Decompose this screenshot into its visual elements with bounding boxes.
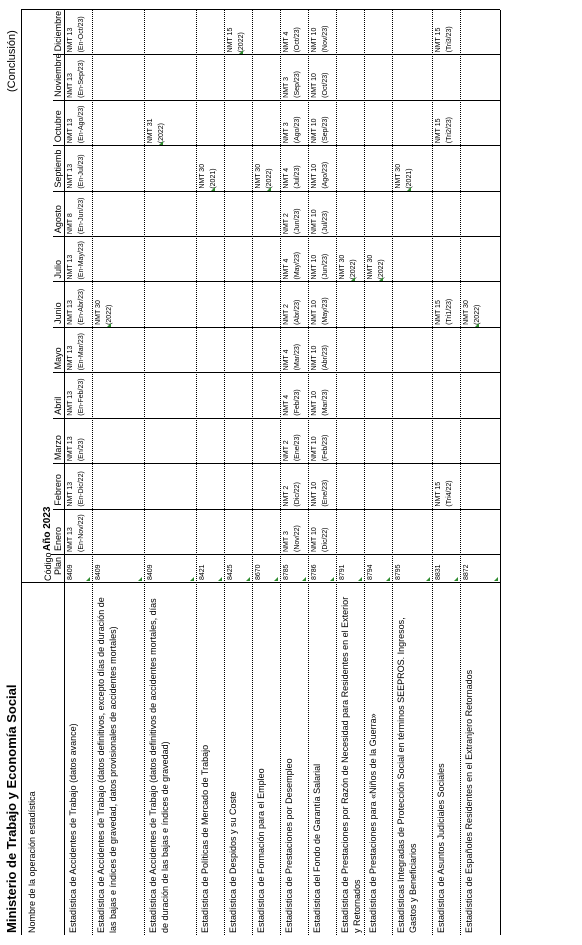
row-code: 8786 bbox=[311, 564, 318, 580]
cell-period: (Dic/22) bbox=[322, 527, 329, 552]
corner-marker-icon bbox=[302, 577, 306, 581]
corner-marker-icon bbox=[274, 577, 278, 581]
cell-frequency: NMT 10 bbox=[311, 390, 318, 416]
cell-frequency: NMT 15 bbox=[435, 27, 442, 53]
cell-frequency: NMT 10 bbox=[311, 209, 318, 235]
cell-frequency: NMT 31 bbox=[147, 118, 154, 144]
row-name: Estadística de Formación para el Empleo bbox=[256, 768, 266, 933]
corner-marker-icon bbox=[454, 577, 458, 581]
cell-frequency: NMT 15 bbox=[435, 300, 442, 325]
cell-period: (Abr/23) bbox=[322, 345, 329, 371]
row-separator bbox=[144, 10, 145, 935]
corner-marker-icon bbox=[190, 577, 194, 581]
row-separator bbox=[432, 10, 433, 935]
cell-frequency: NMT 4 bbox=[283, 31, 290, 53]
corner-marker-icon bbox=[239, 50, 243, 54]
row-separator bbox=[308, 10, 309, 935]
cell-period: (En-May/23) bbox=[78, 240, 85, 280]
cell-period: (Abr/23) bbox=[294, 299, 301, 325]
cell-period: (En/23) bbox=[78, 438, 85, 462]
cell-period: (Sep/23) bbox=[322, 116, 329, 144]
corner-marker-icon bbox=[475, 323, 479, 327]
cell-period: (Oct/23) bbox=[322, 72, 329, 98]
cell-frequency: NMT 15 bbox=[227, 27, 234, 53]
cell-period: (Jul/23) bbox=[322, 210, 329, 235]
cell-frequency: NMT 13 bbox=[67, 481, 74, 507]
header-month: Abril bbox=[53, 396, 63, 415]
corner-marker-icon bbox=[246, 577, 250, 581]
cell-period: (2021) bbox=[210, 168, 217, 189]
cell-period: (2022) bbox=[266, 168, 273, 189]
cell-frequency: NMT 13 bbox=[67, 27, 74, 53]
cell-frequency: NMT 13 bbox=[67, 390, 74, 416]
cell-period: (2022) bbox=[474, 304, 481, 325]
cell-frequency: NMT 4 bbox=[283, 394, 290, 416]
row-code: 8791 bbox=[339, 564, 346, 580]
row-code: 8425 bbox=[227, 564, 234, 580]
cell-period: (2022) bbox=[106, 304, 113, 325]
row-name: Estadística de Accidentes de Trabajo (datos definitivos, excepto días de duración de las bajas e índices de gravedad, datos provisionales de accidentes mortales) bbox=[96, 597, 118, 933]
cell-period: (Tri4/22) bbox=[446, 480, 453, 507]
cell-period: (Jul/23) bbox=[294, 165, 301, 189]
cell-period: (2022) bbox=[350, 259, 357, 280]
cell-frequency: NMT 2 bbox=[283, 304, 290, 325]
cell-period: (Nov/22) bbox=[294, 525, 301, 552]
cell-period: (Dic/22) bbox=[294, 482, 301, 507]
corner-marker-icon bbox=[330, 577, 334, 581]
row-code: 8872 bbox=[463, 564, 470, 580]
corner-marker-icon bbox=[86, 577, 90, 581]
cell-frequency: NMT 4 bbox=[283, 167, 290, 189]
header-month: Octubre bbox=[53, 110, 63, 143]
corner-marker-icon bbox=[351, 278, 355, 282]
cell-frequency: NMT 30 bbox=[95, 300, 102, 325]
cell-frequency: NMT 10 bbox=[311, 118, 318, 144]
cell-frequency: NMT 30 bbox=[395, 163, 402, 189]
cell-frequency: NMT 3 bbox=[283, 76, 290, 98]
cell-frequency: NMT 13 bbox=[67, 345, 74, 371]
row-name: Estadística de Prestaciones por Razón de Necesidad para Residentes en el Exterior y Retornados bbox=[340, 596, 362, 933]
cell-period: (May/23) bbox=[294, 251, 301, 280]
corner-marker-icon bbox=[267, 187, 271, 191]
header-name: Nombre de la operación estadística bbox=[27, 791, 37, 933]
row-code: 8421 bbox=[199, 564, 206, 580]
row-separator bbox=[252, 10, 253, 935]
cell-period: (Oct/23) bbox=[294, 27, 301, 53]
row-code: 8785 bbox=[283, 564, 290, 580]
corner-marker-icon bbox=[386, 577, 390, 581]
corner-marker-icon bbox=[107, 323, 111, 327]
cell-period: (2022) bbox=[238, 32, 245, 53]
row-name: Estadísticas Integradas de Protección Social en términos SEEPROS. Ingresos, Gastos y Beneficiarios bbox=[396, 617, 418, 933]
cell-period: (En-Jul/23) bbox=[78, 154, 85, 189]
cell-frequency: NMT 3 bbox=[283, 531, 290, 552]
corner-marker-icon bbox=[426, 577, 430, 581]
row-name: Estadística de Despidos y su Coste bbox=[228, 791, 238, 933]
cell-period: (Tri2/23) bbox=[446, 117, 453, 144]
row-code: 8409 bbox=[147, 564, 154, 580]
cell-period: (En-Mar/23) bbox=[78, 333, 85, 371]
cell-frequency: NMT 13 bbox=[67, 436, 74, 462]
cell-period: (Tri3/23) bbox=[446, 26, 453, 53]
corner-marker-icon bbox=[407, 187, 411, 191]
corner-marker-icon bbox=[218, 577, 222, 581]
cell-frequency: NMT 3 bbox=[283, 122, 290, 144]
corner-marker-icon bbox=[379, 278, 383, 282]
cell-period: (May/23) bbox=[322, 297, 329, 325]
cell-frequency: NMT 13 bbox=[67, 254, 74, 280]
header-plan: Plan bbox=[53, 556, 63, 575]
cell-frequency: NMT 10 bbox=[311, 436, 318, 462]
row-code: 8409 bbox=[67, 564, 74, 580]
header-month: Junio bbox=[53, 302, 63, 324]
row-separator bbox=[364, 10, 365, 935]
cell-frequency: NMT 30 bbox=[199, 163, 206, 189]
row-code: 8795 bbox=[395, 564, 402, 580]
cell-frequency: NMT 10 bbox=[311, 254, 318, 280]
cell-period: (En-Dic/22) bbox=[78, 471, 85, 507]
cell-period: (Jun/23) bbox=[322, 253, 329, 280]
row-name: Estadística de Prestaciones por Desempleo bbox=[284, 758, 294, 933]
cell-frequency: NMT 15 bbox=[435, 481, 442, 507]
continuation-label: (Conclusión) bbox=[6, 30, 18, 92]
cell-frequency: NMT 4 bbox=[283, 349, 290, 371]
cell-frequency: NMT 10 bbox=[311, 163, 318, 189]
cell-period: (En-Oct/23) bbox=[78, 16, 85, 53]
cell-frequency: NMT 13 bbox=[67, 300, 74, 325]
header-month: Noviembre bbox=[53, 53, 63, 97]
row-name: Estadística de Políticas de Mercado de Trabajo bbox=[200, 744, 210, 933]
header-month: Febrero bbox=[53, 474, 63, 506]
cell-frequency: NMT 10 bbox=[311, 345, 318, 371]
cell-period: (Ago/23) bbox=[294, 116, 301, 144]
cell-period: (En-Nov/22) bbox=[78, 514, 85, 552]
header-month: Julio bbox=[53, 259, 63, 279]
corner-marker-icon bbox=[494, 577, 498, 581]
header-rule bbox=[64, 10, 65, 935]
row-name: Estadística de Accidentes de Trabajo (datos avance) bbox=[68, 723, 78, 933]
row-separator bbox=[280, 10, 281, 935]
row-name: Estadística de Asuntos Judiciales Sociales bbox=[436, 763, 446, 933]
cell-frequency: NMT 2 bbox=[283, 213, 290, 235]
cell-period: (En-Abr/23) bbox=[78, 288, 85, 325]
header-month: Septiemb bbox=[53, 149, 63, 188]
row-separator bbox=[392, 10, 393, 935]
cell-frequency: NMT 8 bbox=[67, 213, 74, 235]
row-name: Estadística de Españoles Residentes en el Extranjero Retornados bbox=[464, 669, 474, 933]
header-month: Marzo bbox=[53, 435, 63, 461]
page-title: Ministerio de Trabajo y Economía Social bbox=[4, 684, 19, 933]
cell-period: (En-Jun/23) bbox=[78, 197, 85, 235]
cell-period: (2022) bbox=[158, 123, 165, 144]
header-month: Mayo bbox=[53, 347, 63, 370]
cell-period: (En-Sep/23) bbox=[78, 60, 85, 98]
cell-period: (Feb/23) bbox=[322, 434, 329, 462]
cell-period: (En-Ago/23) bbox=[78, 105, 85, 144]
cell-period: (Mar/23) bbox=[322, 389, 329, 416]
cell-frequency: NMT 10 bbox=[311, 481, 318, 507]
cell-period: (Ene/23) bbox=[322, 479, 329, 507]
row-separator bbox=[336, 10, 337, 935]
header-month: Enero bbox=[53, 526, 63, 551]
cell-period: (En-Feb/23) bbox=[78, 378, 85, 416]
row-code: 8670 bbox=[255, 564, 262, 580]
header-code: Código bbox=[43, 552, 53, 581]
cell-frequency: NMT 10 bbox=[311, 300, 318, 325]
cell-period: (Ago/23) bbox=[322, 161, 329, 189]
cell-frequency: NMT 30 bbox=[367, 254, 374, 280]
row-code: 8794 bbox=[367, 564, 374, 580]
cell-period: (Sep/23) bbox=[294, 70, 301, 98]
bottom-rule bbox=[500, 10, 501, 935]
cell-frequency: NMT 30 bbox=[463, 300, 470, 325]
cell-period: (Feb/23) bbox=[294, 389, 301, 416]
row-separator bbox=[92, 10, 93, 935]
row-separator bbox=[460, 10, 461, 935]
cell-frequency: NMT 10 bbox=[311, 73, 318, 98]
row-separator bbox=[224, 10, 225, 935]
cell-period: (2021) bbox=[406, 168, 413, 189]
cell-period: (Nov/23) bbox=[322, 25, 329, 53]
header-month: Diciembre bbox=[53, 10, 63, 52]
top-rule bbox=[21, 10, 22, 935]
cell-period: (Ene/23) bbox=[294, 434, 301, 462]
cell-period: (2022) bbox=[378, 259, 385, 280]
header-year: Año 2023 bbox=[42, 506, 53, 551]
row-name: Estadística de Prestaciones para «Niños de la Guerra» bbox=[368, 713, 378, 933]
row-name: Estadística de Accidentes de Trabajo (datos definitivos de accidentes mortales, días de duración de las bajas e índices de gravedad) bbox=[148, 598, 170, 933]
cell-period: (Mar/23) bbox=[294, 343, 301, 371]
cell-frequency: NMT 2 bbox=[283, 440, 290, 462]
cell-frequency: NMT 4 bbox=[283, 258, 290, 280]
row-separator bbox=[196, 10, 197, 935]
cell-frequency: NMT 13 bbox=[67, 163, 74, 189]
cell-period: (Tri1/23) bbox=[446, 298, 453, 325]
header-month: Agosto bbox=[53, 205, 63, 234]
corner-marker-icon bbox=[211, 187, 215, 191]
cell-frequency: NMT 13 bbox=[67, 73, 74, 98]
cell-frequency: NMT 13 bbox=[67, 527, 74, 552]
row-code: 8409 bbox=[95, 564, 102, 580]
cell-frequency: NMT 30 bbox=[339, 254, 346, 280]
cell-frequency: NMT 10 bbox=[311, 527, 318, 552]
cell-frequency: NMT 10 bbox=[311, 27, 318, 53]
cell-frequency: NMT 30 bbox=[255, 163, 262, 189]
cell-period: (Jun/23) bbox=[294, 208, 301, 235]
cell-frequency: NMT 15 bbox=[435, 118, 442, 144]
corner-marker-icon bbox=[358, 577, 362, 581]
cell-frequency: NMT 13 bbox=[67, 118, 74, 144]
corner-marker-icon bbox=[138, 577, 142, 581]
row-name: Estadística del Fondo de Garantía Salarial bbox=[312, 763, 322, 933]
corner-marker-icon bbox=[159, 141, 163, 145]
cell-frequency: NMT 2 bbox=[283, 485, 290, 507]
row-code: 8831 bbox=[435, 564, 442, 580]
